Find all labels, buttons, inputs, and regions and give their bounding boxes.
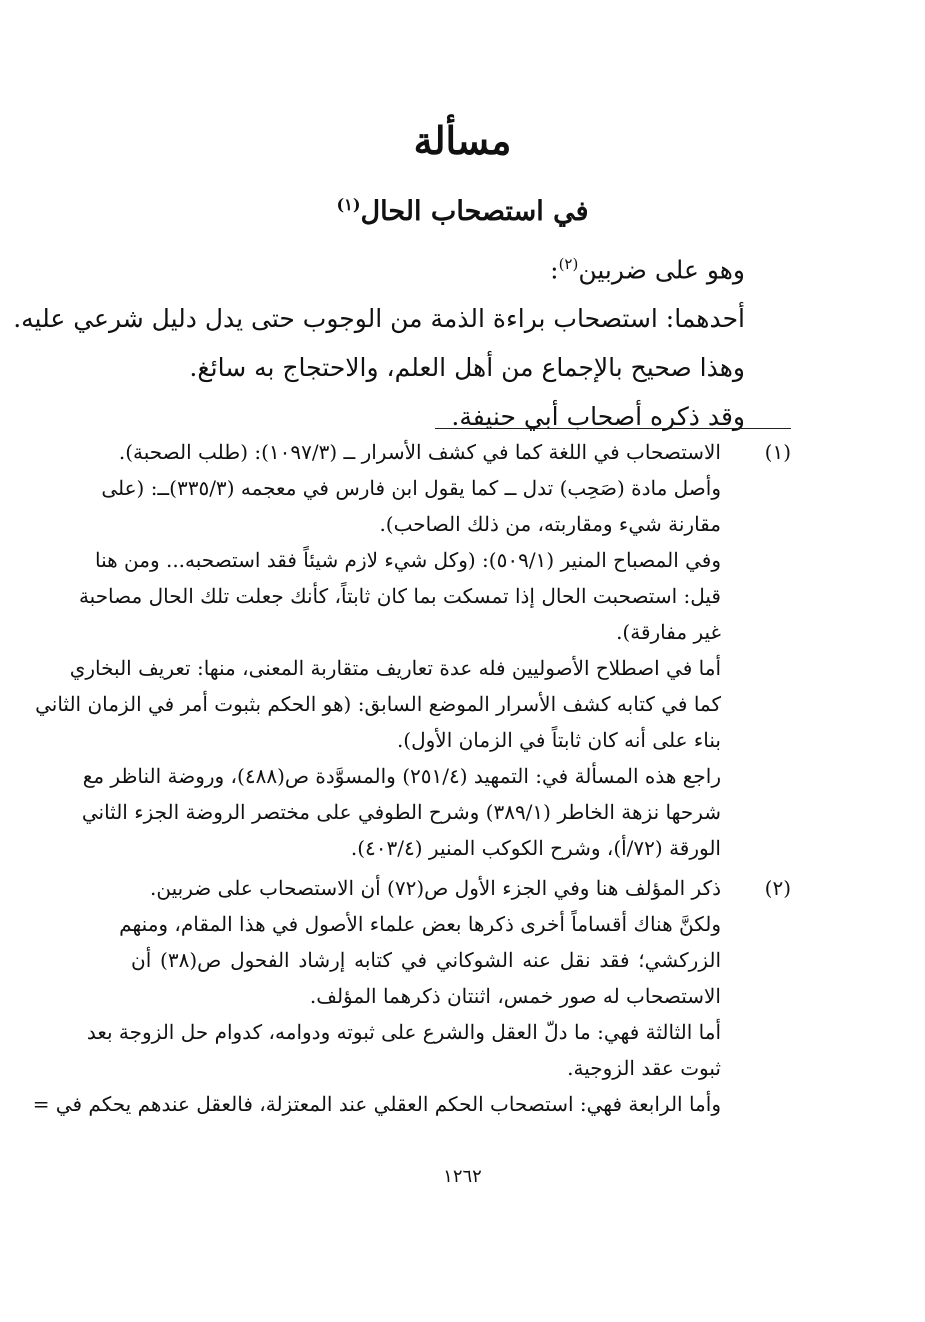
footnote-line: أما في اصطلاح الأصوليين فله عدة تعاريف متقاربة المعنى، منها: تعريف البخاري bbox=[69, 656, 721, 680]
subtitle-text: في استصحاب الحال bbox=[360, 196, 589, 227]
footnote-line: الورقة (٧٢/أ)، وشرح الكوكب المنير (٤٠٣/٤). bbox=[350, 836, 721, 860]
body-line: وقد ذكره أصحاب أبي حنيفة. bbox=[451, 402, 745, 432]
footnotes bbox=[32, 434, 791, 1122]
page-title: مسألة bbox=[413, 118, 512, 163]
footnote-line: كما في كتابه كشف الأسرار الموضع السابق: (هو الحكم بثبوت أمر في الزمان الثاني bbox=[35, 692, 721, 716]
footnote-line: شرحها نزهة الخاطر (٣٨٩/١) وشرح الطوفي على مختصر الروضة الجزء الثاني bbox=[81, 800, 721, 824]
footnote-line: وأصل مادة (صَحِب) تدل ــ كما يقول ابن فارس في معجمه (٣٣٥/٣)ــ: (على bbox=[101, 476, 721, 500]
footnote-2 bbox=[32, 870, 791, 1122]
footnote-line: ذكر المؤلف هنا وفي الجزء الأول ص(٧٢) أن الاستصحاب على ضربين. bbox=[150, 876, 721, 900]
footnote-line: ثبوت عقد الزوجية. bbox=[567, 1056, 721, 1080]
footnote-line: وفي المصباح المنير (٥٠٩/١): (وكل شيء لازم شيئاً فقد استصحبه... ومن هنا bbox=[94, 548, 721, 572]
footnote-line: قيل: استصحبت الحال إذا تمسكت بما كان ثابتاً، كأنك جعلت تلك الحال مصاحبة bbox=[78, 584, 721, 608]
body-line: أحدهما: استصحاب براءة الذمة من الوجوب حتى يدل دليل شرعي عليه. bbox=[13, 304, 745, 334]
footnote-line: وأما الرابعة فهي: استصحاب الحكم العقلي عند المعتزلة، فالعقل عندهم يحكم في = bbox=[32, 1092, 721, 1116]
footnote-line: غير مفارقة). bbox=[616, 620, 721, 644]
section-subtitle bbox=[0, 195, 925, 227]
body-line: وهذا صحيح بالإجماع من أهل العلم، والاحتجاج به سائغ. bbox=[189, 353, 745, 383]
footnote-line: الاستصحاب في اللغة كما في كشف الأسرار ــ (١٠٩٧/٣): (طلب الصحبة). bbox=[118, 440, 721, 464]
body-intro-line bbox=[125, 240, 745, 294]
footnote-line: الاستصحاب له صور خمس، اثنتان ذكرهما المؤلف. bbox=[309, 984, 721, 1008]
intro-colon: : bbox=[550, 255, 559, 285]
footnote-1 bbox=[35, 434, 791, 866]
footnote-line: بناء على أنه كان ثابتاً في الزمان الأول). bbox=[396, 728, 721, 752]
main-text bbox=[13, 240, 745, 441]
footnote-line: مقارنة شيء ومقاربته، من ذلك الصاحب). bbox=[379, 512, 721, 536]
page-number: ١٢٦٢ bbox=[443, 1166, 482, 1187]
footnote-separator bbox=[435, 428, 791, 429]
footnote-ref-2: (٢) bbox=[558, 255, 579, 273]
footnote-ref-1: (١) bbox=[336, 195, 361, 214]
footnote-line: ولكنَّ هناك أقساماً أخرى ذكرها بعض علماء الأصول في هذا المقام، ومنهم bbox=[119, 912, 721, 936]
footnote-line: راجع هذه المسألة في: التمهيد (٢٥١/٤) والمسوَّدة ص(٤٨٨)، وروضة الناظر مع bbox=[82, 764, 721, 788]
footnote-number: (٢) bbox=[764, 876, 791, 900]
footnote-line: أما الثالثة فهي: ما دلّ العقل والشرع على ثبوته ودوامه، كدوام حل الزوجة بعد bbox=[86, 1020, 721, 1044]
footnote-line: الزركشي؛ فقد نقل عنه الشوكاني في كتابه إرشاد الفحول ص(٣٨) أن bbox=[131, 948, 722, 972]
footnote-number: (١) bbox=[764, 440, 791, 464]
intro-text: وهو على ضربين bbox=[578, 255, 745, 285]
